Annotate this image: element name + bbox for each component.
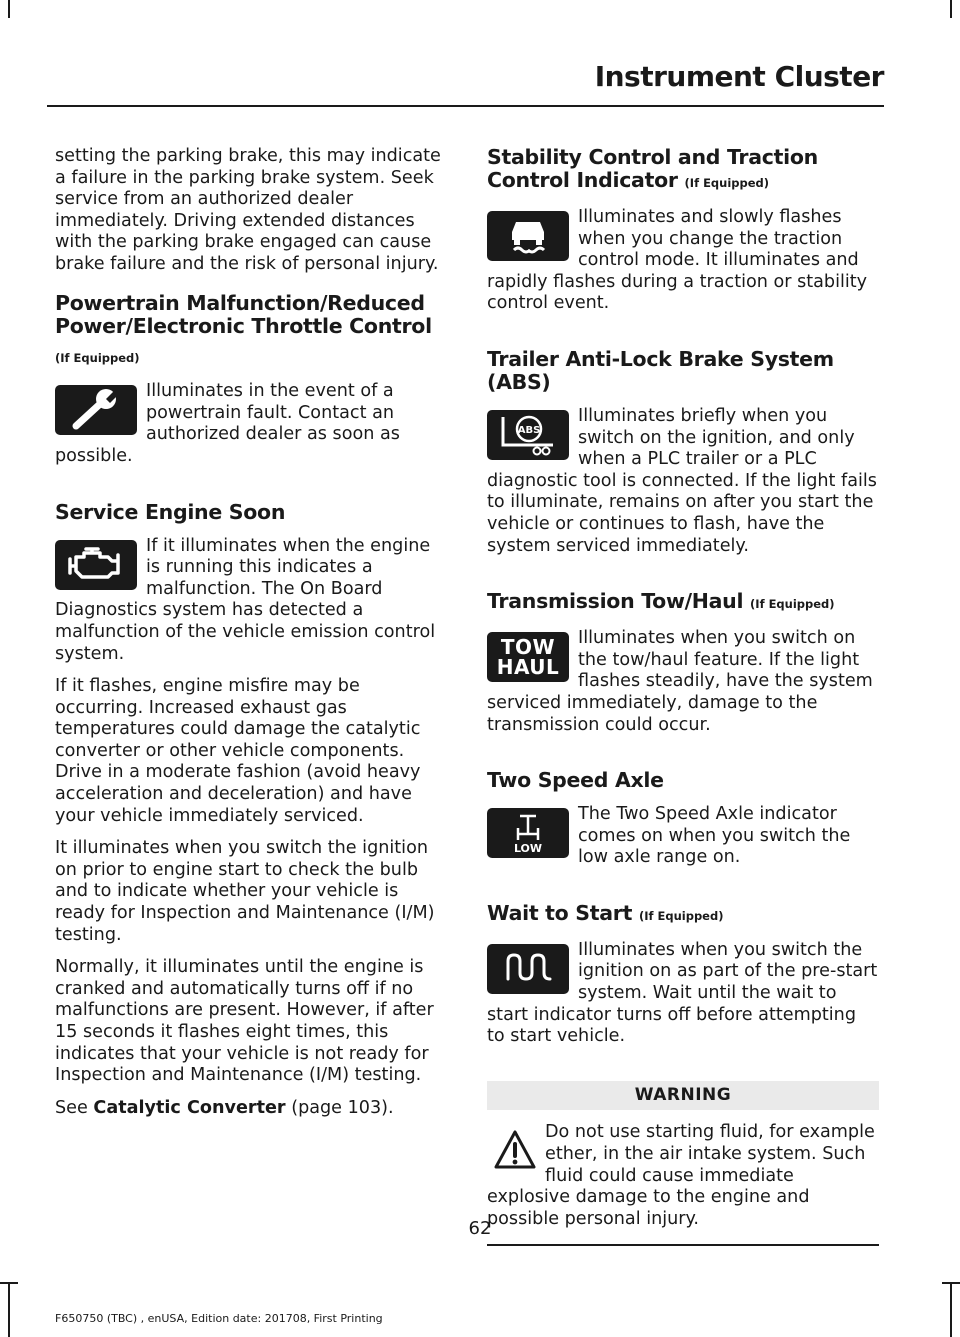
traction-control-icon	[487, 211, 569, 261]
see-suffix: (page 103).	[291, 1097, 394, 1118]
crop-mark	[0, 1282, 18, 1284]
towhaul-section	[487, 590, 879, 747]
wait-heading-text: Wait to Start	[487, 900, 633, 925]
powertrain-if-equipped: (If Equipped)	[55, 350, 140, 365]
header-divider	[47, 105, 884, 107]
crop-mark	[950, 1282, 952, 1337]
wait-text: Illuminates when you switch the ignition on as part of the pre-start system. Wait until the wait to start indicator turns off before attempting to start vehicle.	[487, 939, 878, 1047]
stability-if-equipped: (If Equipped)	[684, 176, 770, 190]
warning-text: Do not use starting fluid, for example ether, in the air intake system. Such fluid could cause immediate explosive damage to the engine and possible personal injury.	[487, 1122, 875, 1229]
towhaul-if-equipped: (If Equipped)	[750, 597, 835, 612]
axle-section	[487, 769, 879, 880]
towhaul-text: Illuminates when you switch on the tow/haul feature. If the light flashes steadily, have the system serviced immediately, damage to the transmission could occur.	[487, 628, 873, 735]
axle-low-icon	[487, 808, 569, 858]
trailer-abs-icon	[487, 410, 569, 460]
engine-paragraph-4: Normally, it illuminates until the engine is cranked and automatically turns off if no malfunctions are present. However, if after 15 seconds it flashes eight times, this indicates that your vehicle is not ready for Inspection and Maintenance (I/M) testing.	[55, 957, 434, 1086]
wrench-icon	[55, 385, 137, 435]
left-column	[55, 146, 447, 1141]
footer-edition: F650750 (TBC) , enUSA, Edition date: 201708, First Printing	[55, 1312, 383, 1325]
crop-mark	[8, 0, 10, 18]
engine-paragraph-3: It illuminates when you switch the ignition on prior to engine start to check the bulb and to indicate whether your vehicle is ready for Inspection and Maintenance (I/M) testing.	[55, 838, 435, 945]
engine-paragraph-1: If it illuminates when the engine is running this indicates a malfunction. The On Board Diagnostics system has detected a malfunction of the vehicle emission control system.	[55, 535, 436, 664]
wait-section	[487, 902, 879, 1059]
stability-section	[487, 146, 879, 326]
trailer-abs-heading: Trailer Anti-Lock Brake System (ABS)	[487, 346, 834, 394]
page-title: Instrument Cluster	[594, 60, 884, 93]
trailer-abs-icon-label: ABS	[517, 424, 541, 436]
stability-heading-text: Stability Control and Traction Control Indicator	[487, 145, 818, 192]
glow-plug-icon	[487, 944, 569, 994]
intro-paragraph: setting the parking brake, this may indicate a failure in the parking brake system. Seek service from an authorized dealer immediately. Driving extended distances with the parking brake engaged can cause brake failure and the risk of personal injury.	[55, 146, 441, 274]
catalytic-converter-link[interactable]: Catalytic Converter	[93, 1097, 286, 1118]
crop-mark	[8, 1282, 10, 1337]
warning-triangle-icon	[493, 1128, 537, 1172]
crop-mark	[950, 0, 952, 18]
axle-low-label: LOW	[513, 842, 543, 856]
trailer-abs-text: Illuminates briefly when you switch on the ignition, and only when a PLC trailer or a PLC diagnostic tool is connected. If the light fails to illuminate, remains on after you start the vehicle or continues to flash, have the system serviced immediately.	[487, 405, 877, 556]
tow-label: TOW	[500, 635, 556, 660]
powertrain-heading: Powertrain Malfunction/Reduced Power/Electronic Throttle Control	[55, 290, 432, 338]
trailer-abs-section	[487, 348, 879, 568]
towhaul-heading-text: Transmission Tow/Haul	[487, 589, 744, 614]
haul-label: HAUL	[496, 655, 560, 680]
engine-icon	[55, 540, 137, 590]
crop-mark	[942, 1282, 960, 1284]
wait-if-equipped: (If Equipped)	[638, 908, 724, 923]
engine-heading: Service Engine Soon	[55, 499, 286, 524]
warning-heading: WARNING	[487, 1081, 879, 1111]
engine-paragraph-2: If it flashes, engine misfire may be occurring. Increased exhaust gas temperatures could damage the catalytic converter or other vehicle components. Drive in a moderate fashion (avoid heavy acceleration and deceleration) and have your vehicle immediately serviced.	[55, 676, 421, 826]
see-reference	[55, 1098, 447, 1120]
axle-text: The Two Speed Axle indicator comes on when you switch the low axle range on.	[578, 804, 851, 868]
stability-heading	[487, 146, 879, 195]
towhaul-heading	[487, 590, 879, 616]
tow-haul-icon	[487, 632, 569, 682]
stability-text: Illuminates and slowly flashes when you change the traction control mode. It illuminates and rapidly flashes during a traction or stability control event.	[487, 207, 868, 314]
right-column	[487, 146, 879, 1246]
powertrain-text: Illuminates in the event of a powertrain fault. Contact an authorized dealer as soon as possible.	[55, 381, 400, 466]
engine-section	[55, 501, 447, 1120]
wait-heading	[487, 902, 879, 928]
powertrain-section	[55, 292, 447, 479]
axle-heading: Two Speed Axle	[487, 768, 664, 793]
see-prefix: See	[55, 1097, 88, 1118]
page-number: 62	[468, 1218, 492, 1239]
